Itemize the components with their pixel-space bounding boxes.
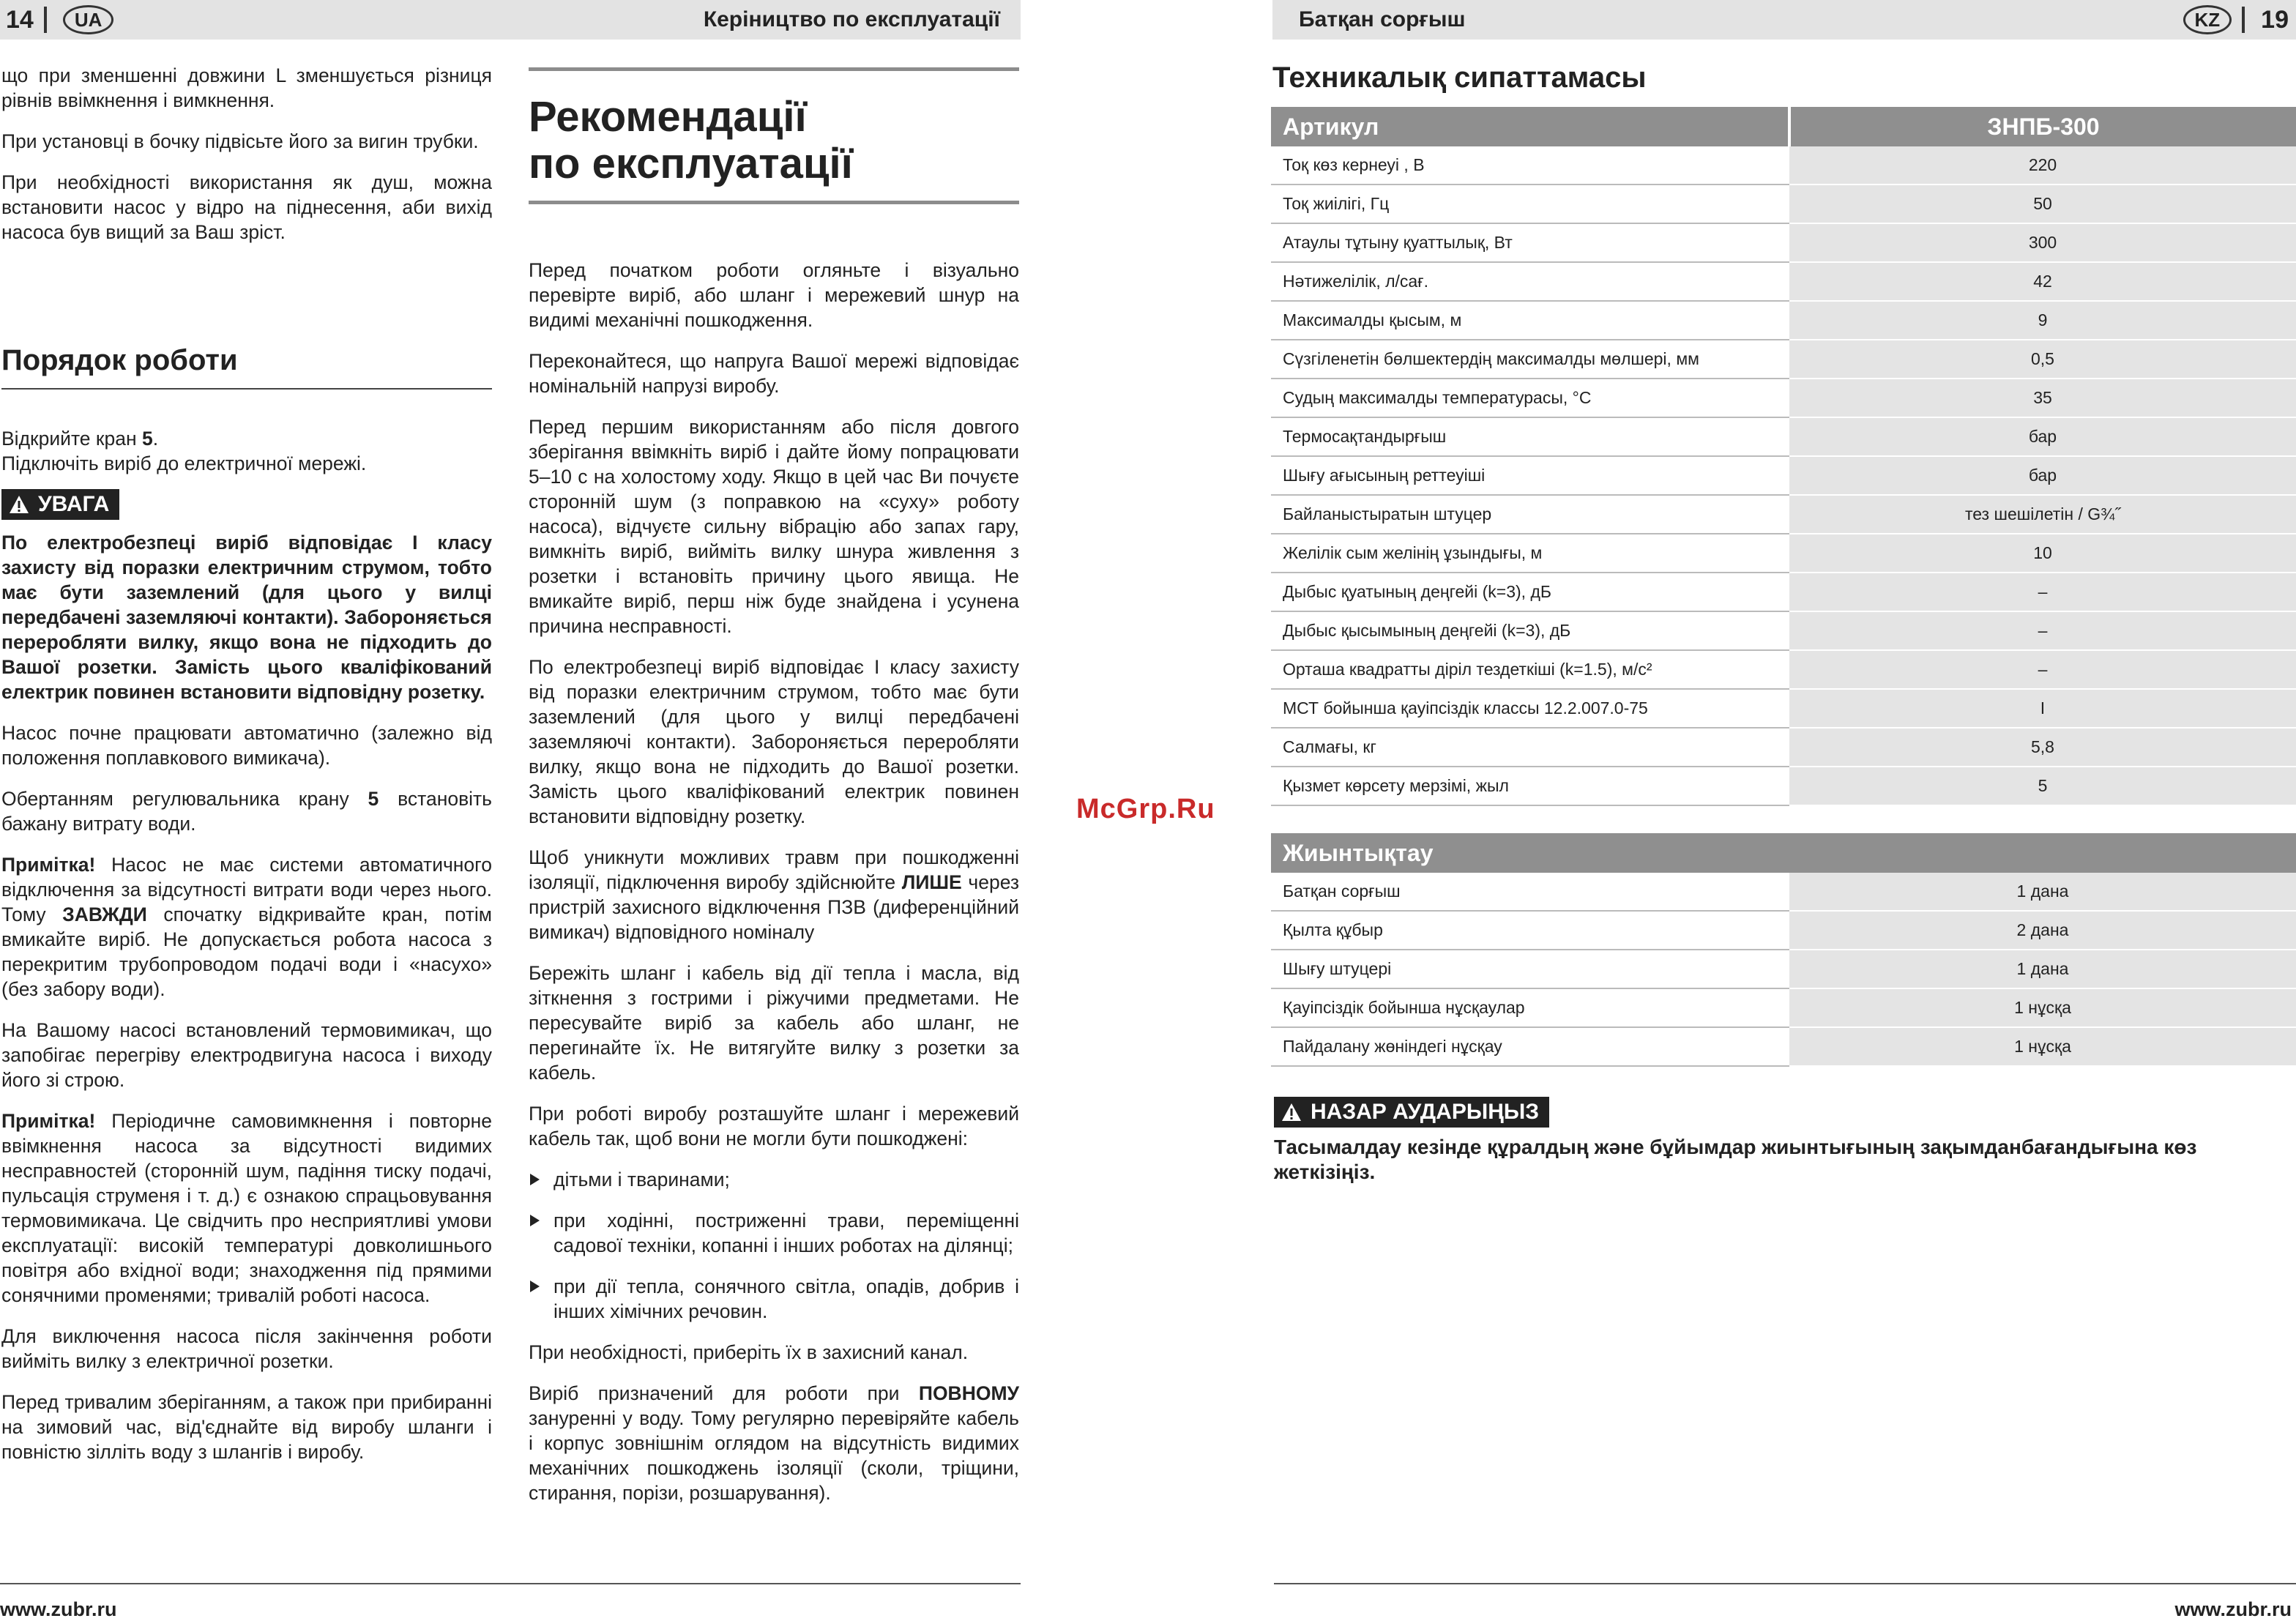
row-label: Қылта құбыр xyxy=(1271,911,1789,950)
right-page-number: 19 xyxy=(2261,5,2289,34)
list-item: при ходінні, постриженні трави, переміщенні садової техніки, копанні і інших роботах на ділянці; xyxy=(529,1208,1019,1258)
row-label: Дыбыс қысымының деңгейі (k=3), дБ xyxy=(1271,611,1789,650)
lang-badge-kz: KZ xyxy=(2183,5,2232,34)
table-row xyxy=(1271,301,2296,340)
list-item: дітьми і тваринами; xyxy=(529,1167,1019,1192)
left-footer-rule xyxy=(0,1583,1021,1584)
row-value: 220 xyxy=(1789,146,2296,185)
row-label: Дыбыс қуатының деңгейі (k=3), дБ xyxy=(1271,573,1789,611)
recommendations-top-rule xyxy=(529,67,1019,71)
header-divider xyxy=(2242,7,2245,33)
intro-paragraph-3: При необхідності використання як душ, можна встановити насос у відро на піднесення, аби вихід насоса був вищий за Ваш зріст. xyxy=(1,171,492,243)
table-row xyxy=(1271,950,2296,988)
warning-block-kz xyxy=(1274,1097,1549,1128)
storage-text: Перед тривалим зберіганням, а також при прибиранні на зимовий час, від'єднайте від виробу шланги і повністю зілліть воду з шлангів і виробу. xyxy=(1,1391,492,1463)
row-value: I xyxy=(1789,689,2296,728)
row-label: Шығу ағысының реттеуіші xyxy=(1271,456,1789,495)
row-value: 35 xyxy=(1789,379,2296,417)
right-header-title: Батқан сорғыш xyxy=(1299,7,1466,31)
table-row xyxy=(1271,417,2296,456)
table-row xyxy=(1271,185,2296,223)
table-row xyxy=(1271,1027,2296,1066)
spec-table xyxy=(1271,107,2296,806)
row-value: 42 xyxy=(1789,262,2296,301)
table-row xyxy=(1271,534,2296,573)
row-label: Судың максималды температурасы, °С xyxy=(1271,379,1789,417)
row-label: Қауіпсіздік бойынша нұсқаулар xyxy=(1271,988,1789,1027)
row-value: 300 xyxy=(1789,223,2296,262)
row-value: бар xyxy=(1789,417,2296,456)
row-label: Орташа квадратты діріл тездеткіші (k=1.5), м/с² xyxy=(1271,650,1789,689)
table-row xyxy=(1271,456,2296,495)
table-row xyxy=(1271,573,2296,611)
row-value: 10 xyxy=(1789,534,2296,573)
row-value: 1 нұсқа xyxy=(1789,988,2296,1027)
row-label: Салмағы, кг xyxy=(1271,728,1789,767)
table-row xyxy=(1271,873,2296,911)
left-footer-url[interactable]: www.zubr.ru xyxy=(0,1598,117,1620)
table-row xyxy=(1271,611,2296,650)
kit-header: Жиынтықтау xyxy=(1271,833,2296,873)
right-footer-rule xyxy=(1274,1583,2296,1584)
watermark-text: McGrp.Ru xyxy=(1076,794,1215,824)
recommendations-title: Рекомендації по експлуатації xyxy=(529,93,853,187)
kit-table-header xyxy=(1271,833,2296,873)
left-header-title: Керіництво по експлуатації xyxy=(703,7,1000,31)
connect-text: Підключіть виріб до електричної мережі. xyxy=(1,452,367,474)
warning-triangle-icon xyxy=(9,495,29,514)
rec-paragraph-3: Перед першим використанням або після довгого зберігання ввімкніть виріб і дайте йому попрацювати 5–10 с на холостому ходу. Якщо в цей час Ви почуєте сторонній шум (з поправкою на «суху» роботу насоса), відчуєте сильну вібрацію або запах гару, вимкніть виріб, вийміть вилку шнура живлення з розетки і встановіть причину цього явища. Не вмикайте виріб, перш ніж буде знайдена і усунена причина несправності. xyxy=(529,416,1019,637)
row-label: Желілік сым желінің ұзындығы, м xyxy=(1271,534,1789,573)
rec-paragraph-2: Переконайтеся, що напруга Вашої мережі відповідає номінальній напрузі виробу. xyxy=(529,350,1019,397)
row-label: Нәтижелілік, л/сағ. xyxy=(1271,262,1789,301)
section-rule xyxy=(1,388,492,390)
row-value: 1 дана xyxy=(1789,873,2296,911)
kit-table xyxy=(1271,833,2296,1067)
recommendations-bottom-rule xyxy=(529,201,1019,204)
row-value: 9 xyxy=(1789,301,2296,340)
row-label: МСТ бойынша қауіпсіздік классы 12.2.007.0-75 xyxy=(1271,689,1789,728)
open-valve-text: Відкрийте кран 5. Підключіть виріб до електричної мережі. xyxy=(1,428,367,474)
thermo-switch-text: На Вашому насосі встановлений термовимикач, що запобігає перегріву електродвигуна насоса і виходу його зі строю. xyxy=(1,1019,492,1091)
table-row xyxy=(1271,689,2296,728)
row-value: бар xyxy=(1789,456,2296,495)
table-row xyxy=(1271,340,2296,379)
rec-paragraph-6: Бережіть шланг і кабель від дії тепла і масла, від зіткнення з гострими і ріжучими предметами. Не пересувайте виріб за кабель або шланг, не перегинайте їх. Не витягуйте вилку з розетки за кабель. xyxy=(529,962,1019,1084)
warning-badge-kz: НАЗАР АУДАРЫҢЫЗ xyxy=(1274,1097,1549,1128)
row-label: Максималды қысым, м xyxy=(1271,301,1789,340)
note-2: Примітка! Періодичне самовимкнення і повторне ввімкнення насоса за відсутності видимих несправностей (сторонній шум, падіння тиску подачі, пульсація струменя і т. д.) є ознакою спрацьовування термовимикача. Це свідчить про несприятливі умови експлуатації: високій температурі довколишнього повітря або вхідної води; знаходження під прямими сонячними променями; тривалій роботі насоса. xyxy=(1,1110,492,1306)
table-row xyxy=(1271,379,2296,417)
table-row xyxy=(1271,495,2296,534)
section-title-procedure: Порядок роботи xyxy=(1,344,238,376)
intro-paragraph-2: При установці в бочку підвісьте його за вигин трубки. xyxy=(1,130,479,152)
rec-paragraph-4: По електробезпеці виріб відповідає І класу захисту від поразки електричним струмом, тобто має бути заземлений (для цього у вилці передбачені заземляючі контакти). Забороняється переробляти вилку, якщо вона не підходить до Вашої розетки. Замість цього кваліфікований електрик повинен встановити відповідну розетку. xyxy=(529,656,1019,827)
warning-badge-ua: УВАГА xyxy=(1,489,119,520)
row-value: тез шешілетін / G¾˝ xyxy=(1789,495,2296,534)
row-label: Тоқ көз кернеуі , В xyxy=(1271,146,1789,185)
table-row xyxy=(1271,223,2296,262)
warning-text-kz: Тасымалдау кезінде құралдың және бұйымдар жиынтығының зақымданбағандығына көз жеткізіңіз. xyxy=(1274,1136,2197,1183)
spec-header-article: Артикул xyxy=(1271,107,1789,146)
spec-header-model: ЗНПБ-300 xyxy=(1789,107,2296,146)
table-row xyxy=(1271,146,2296,185)
left-column-2 xyxy=(529,258,1019,1521)
row-label: Тоқ жиілігі, Гц xyxy=(1271,185,1789,223)
hazard-list xyxy=(529,1167,1019,1324)
left-column-1 xyxy=(1,63,492,261)
table-row xyxy=(1271,728,2296,767)
kit-table-body xyxy=(1271,873,2296,1066)
row-label: Сүзгіленетін бөлшектердің максималды мөлшері, мм xyxy=(1271,340,1789,379)
spec-table-header xyxy=(1271,107,2296,146)
row-value: 2 дана xyxy=(1789,911,2296,950)
row-value: 1 дана xyxy=(1789,950,2296,988)
row-label: Байланыстыратын штуцер xyxy=(1271,495,1789,534)
row-value: – xyxy=(1789,650,2296,689)
left-page-number: 14 xyxy=(6,5,34,34)
auto-start-text: Насос почне працювати автоматично (залежно від положення поплавкового вимикача). xyxy=(1,722,492,769)
rec-paragraph-8: При необхідності, приберіть їх в захисний канал. xyxy=(529,1341,969,1363)
spec-table-body xyxy=(1271,146,2296,805)
table-row xyxy=(1271,911,2296,950)
warning-triangle-icon xyxy=(1281,1103,1302,1122)
warning-text-ua: По електробезпеці виріб відповідає І класу захисту від поразки електричним струмом, тобто має бути заземлений (для цього у вилці передбачені заземляючі контакти). Забороняється переробляти вилку, якщо вона не підходить до Вашої розетки. Замість цього кваліфікований електрик повинен встановити відповідну розетку. xyxy=(1,532,492,703)
row-value: 50 xyxy=(1789,185,2296,223)
rec-paragraph-7: При роботі виробу розташуйте шланг і мережевий кабель так, щоб вони не могли бути пошкоджені: xyxy=(529,1103,1019,1149)
specs-title: Техникалық сипаттамасы xyxy=(1272,62,1647,94)
left-header-bar xyxy=(0,0,1021,40)
rec-paragraph-9: Виріб призначений для роботи при ПОВНОМУ зануренні у воду. Тому регулярно перевіряйте кабель і корпус зовнішнім оглядом на відсутність видимих механічних пошкоджень ізоляції (сколи, тріщини, стирання, порізи, розшарування). xyxy=(529,1382,1019,1504)
rotate-regulator-text: Обертанням регулювальника крану 5 встановіть бажану витрату води. xyxy=(1,788,492,835)
row-label: Қызмет көрсету мерзімі, жыл xyxy=(1271,767,1789,805)
right-footer-url[interactable]: www.zubr.ru xyxy=(2174,1598,2292,1620)
rec-paragraph-1: Перед початком роботи огляньте і візуально перевірте виріб, або шланг і мережевий шнур на видимі механічні пошкодження. xyxy=(529,259,1019,331)
row-value: – xyxy=(1789,573,2296,611)
row-value: – xyxy=(1789,611,2296,650)
lang-badge-ua: UA xyxy=(63,5,114,34)
row-value: 5,8 xyxy=(1789,728,2296,767)
left-column-1-body xyxy=(1,426,492,1480)
row-label: Батқан сорғыш xyxy=(1271,873,1789,911)
table-row xyxy=(1271,767,2296,805)
row-value: 0,5 xyxy=(1789,340,2296,379)
intro-paragraph-1: що при зменшенні довжини L зменшується різниця рівнів ввімкнення і вимкнення. xyxy=(1,64,492,111)
table-row xyxy=(1271,650,2296,689)
table-row xyxy=(1271,988,2296,1027)
row-label: Термосақтандырғыш xyxy=(1271,417,1789,456)
row-label: Атаулы тұтыну қуаттылық, Вт xyxy=(1271,223,1789,262)
right-header-bar xyxy=(1272,0,2296,40)
rec-paragraph-5: Щоб уникнути можливих травм при пошкодженні ізоляції, підключення виробу здійснюйте ЛИШЕ через пристрій захисного відключення ПЗВ (диференційний вимикач) відповідного номіналу xyxy=(529,846,1019,943)
row-label: Шығу штуцері xyxy=(1271,950,1789,988)
table-row xyxy=(1271,262,2296,301)
row-label: Пайдалану жөніндегі нұсқау xyxy=(1271,1027,1789,1066)
switch-off-text: Для виключення насоса після закінчення роботи вийміть вилку з електричної розетки. xyxy=(1,1325,492,1372)
row-value: 5 xyxy=(1789,767,2296,805)
note-1: Примітка! Насос не має системи автоматичного відключення за відсутності витрати води через нього. Тому ЗАВЖДИ спочатку відкривайте кран, потім вмикайте виріб. Не допускається робота насоса з перекритим трубопроводом подачі води і «насухо» (без забору води). xyxy=(1,854,492,1000)
row-value: 1 нұсқа xyxy=(1789,1027,2296,1066)
list-item: при дії тепла, сонячного світла, опадів, добрив і інших хімічних речовин. xyxy=(529,1274,1019,1324)
header-divider xyxy=(44,7,47,33)
